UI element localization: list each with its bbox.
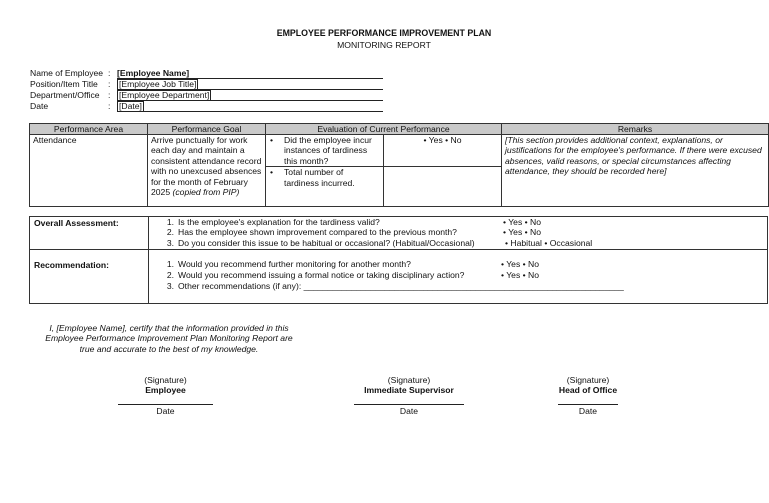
recommendation-answer-2[interactable]: • Yes • No (501, 270, 540, 280)
performance-area-cell: Attendance (30, 135, 148, 207)
overall-answer-2[interactable]: • Yes • No (503, 227, 542, 237)
performance-goal-cell: Arrive punctually for work each day and maintain a consistent attendance record with no unexcused absences for the month of February 2025 (copied from PIP) (148, 135, 266, 207)
job-title-field[interactable]: [Employee Job Title] (119, 79, 197, 89)
employee-name-field[interactable]: [Employee Name] (117, 68, 190, 78)
column-divider (148, 217, 149, 303)
header-evaluation: Evaluation of Current Performance (266, 124, 502, 135)
header-performance-goal: Performance Goal (148, 124, 266, 135)
bullet-icon: • (270, 167, 274, 178)
evaluation-answer-1[interactable]: • Yes • No (384, 135, 502, 167)
row-divider (30, 249, 767, 250)
recommendation-label: Recommendation: (34, 260, 109, 270)
info-label: Position/Item Title (30, 79, 98, 89)
remarks-cell[interactable]: [This section provides additional context, explanations, or justifications for the employee's performance. If there were excused absences, valid reasons, or special circumstances affecting attendance, they should be recorded here] (502, 135, 769, 207)
date-field[interactable]: [Date] (119, 101, 142, 111)
info-label: Name of Employee (30, 68, 104, 78)
signature-head-of-office[interactable]: (Signature) Head of Office Date (558, 375, 618, 416)
info-label: Date (30, 101, 49, 111)
recommendation-answer-1[interactable]: • Yes • No (501, 259, 540, 269)
table-row (30, 135, 769, 167)
overall-answer-1[interactable]: • Yes • No (503, 217, 542, 227)
other-recommendations-field[interactable]: Other recommendations (if any): ___________________________________________________________________ (178, 281, 624, 291)
evaluation-answer-2[interactable] (384, 167, 502, 207)
header-remarks: Remarks (502, 124, 769, 135)
signature-employee[interactable]: (Signature) Employee Date (118, 375, 213, 416)
performance-table (29, 123, 769, 207)
document-title: EMPLOYEE PERFORMANCE IMPROVEMENT PLAN (276, 28, 492, 38)
certification-text: I, [Employee Name], certify that the information provided in this Employee Performance Improvement Plan Monitoring Report are true and accurate to the best of my knowledge. (45, 323, 293, 354)
overall-assessment-label: Overall Assessment: (34, 218, 119, 228)
header-performance-area: Performance Area (30, 124, 148, 135)
table-header-row (30, 124, 769, 135)
bullet-icon: • (270, 135, 274, 145)
signature-supervisor[interactable]: (Signature) Immediate Supervisor Date (354, 375, 464, 416)
evaluation-question-2: • Total number of tardiness incurred. (266, 167, 384, 207)
overall-answer-3[interactable]: • Habitual • Occasional (505, 238, 593, 248)
document-subtitle: MONITORING REPORT (337, 40, 431, 50)
recommendation-question-3: 3. Other recommendations (if any): ___________________________________________________________________ (166, 281, 624, 291)
evaluation-question-1: • Did the employee incur instances of tardiness this month? (266, 135, 384, 167)
info-label: Department/Office (30, 90, 100, 100)
department-field[interactable]: [Employee Department] (119, 90, 210, 100)
